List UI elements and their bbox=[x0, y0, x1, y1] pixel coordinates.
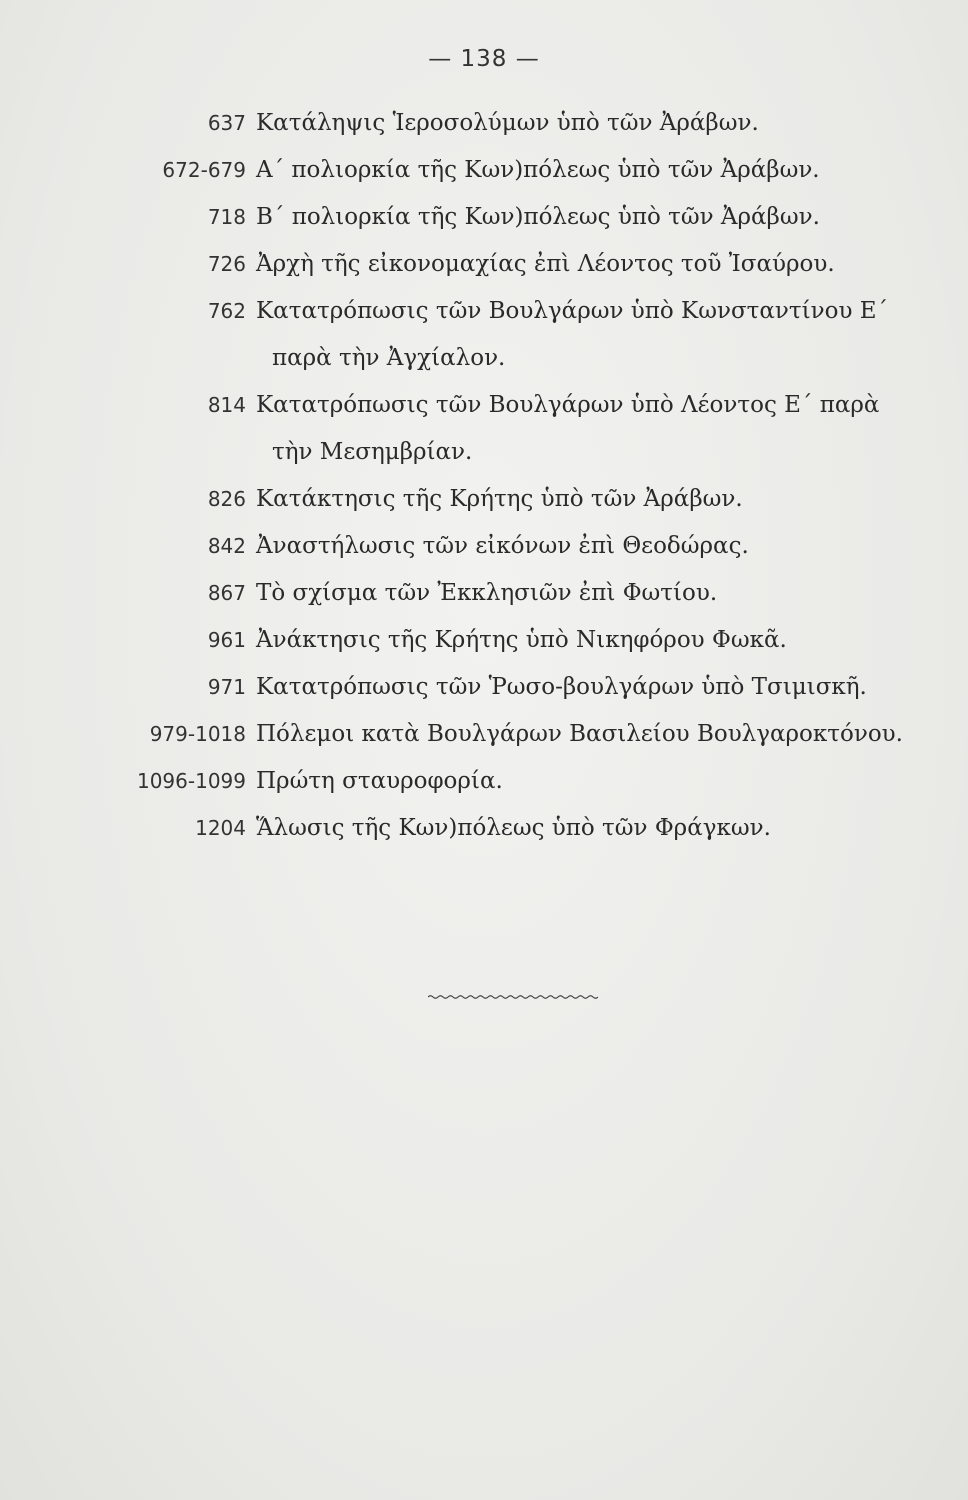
entry-text: Κατάκτησις τῆς Κρήτης ὑπὸ τῶν Ἀράβων. bbox=[256, 486, 743, 512]
entry-year: 979-1018 bbox=[149, 722, 246, 746]
entry-year: 762 bbox=[207, 299, 246, 323]
entry-text: Κατατρόπωσις τῶν Βουλγάρων ὑπὸ Κωνσταντίνου Ε΄ bbox=[256, 298, 889, 324]
entry-year: 1204 bbox=[195, 816, 246, 840]
chronology-entry bbox=[0, 758, 968, 805]
entry-year: 814 bbox=[207, 393, 246, 417]
page-number: — 138 — bbox=[428, 46, 540, 72]
chronology-entry bbox=[0, 476, 968, 523]
chronology-entry bbox=[0, 664, 968, 711]
chronology-entry bbox=[0, 241, 968, 288]
wavy-divider-ornament bbox=[428, 993, 598, 1001]
entry-text: Τὸ σχίσμα τῶν Ἐκκλησιῶν ἐπὶ Φωτίου. bbox=[256, 580, 718, 606]
entry-text: Ἀρχὴ τῆς εἰκονομαχίας ἐπὶ Λέοντος τοῦ Ἰσαύρου. bbox=[256, 251, 835, 277]
entry-text: τὴν Μεσημβρίαν. bbox=[272, 439, 473, 465]
chronology-entry bbox=[0, 194, 968, 241]
chronology-entry bbox=[0, 100, 968, 147]
chronology-entry-continuation bbox=[0, 335, 968, 382]
entry-text: Κατάληψις Ἱεροσολύμων ὑπὸ τῶν Ἀράβων. bbox=[256, 110, 759, 136]
entry-text: Ἅλωσις τῆς Κων)πόλεως ὑπὸ τῶν Φράγκων. bbox=[256, 815, 771, 841]
entry-year: 842 bbox=[207, 534, 246, 558]
entry-text: Α΄ πολιορκία τῆς Κων)πόλεως ὑπὸ τῶν Ἀράβων. bbox=[256, 157, 820, 183]
chronology-entry bbox=[0, 382, 968, 429]
entry-text: Κατατρόπωσις τῶν Βουλγάρων ὑπὸ Λέοντος Ε΄ παρὰ bbox=[256, 392, 880, 418]
chronology-entry-continuation bbox=[0, 429, 968, 476]
chronology-entry bbox=[0, 288, 968, 335]
chronology-entry bbox=[0, 711, 968, 758]
entry-text: Ἀνάκτησις τῆς Κρήτης ὑπὸ Νικηφόρου Φωκᾶ. bbox=[256, 627, 787, 653]
chronology-entry bbox=[0, 805, 968, 852]
entry-year: 1096-1099 bbox=[136, 769, 246, 793]
chronology-entry bbox=[0, 147, 968, 194]
entry-year: 718 bbox=[207, 205, 246, 229]
entry-text: Β΄ πολιορκία τῆς Κων)πόλεως ὑπὸ τῶν Ἀράβων. bbox=[256, 204, 820, 230]
entry-text: Πρώτη σταυροφορία. bbox=[256, 768, 503, 794]
chronology-entry bbox=[0, 617, 968, 664]
entry-year: 672-679 bbox=[162, 158, 246, 182]
chronology-list bbox=[0, 100, 968, 852]
entry-text: Πόλεμοι κατὰ Βουλγάρων Βασιλείου Βουλγαροκτόνου. bbox=[256, 721, 903, 747]
entry-year: 826 bbox=[207, 487, 246, 511]
chronology-entry bbox=[0, 570, 968, 617]
entry-year: 637 bbox=[207, 111, 246, 135]
entry-text: παρὰ τὴν Ἀγχίαλον. bbox=[272, 345, 506, 371]
entry-year: 726 bbox=[207, 252, 246, 276]
entry-year: 961 bbox=[207, 628, 246, 652]
entry-year: 971 bbox=[207, 675, 246, 699]
entry-year: 867 bbox=[207, 581, 246, 605]
chronology-entry bbox=[0, 523, 968, 570]
entry-text: Ἀναστήλωσις τῶν εἰκόνων ἐπὶ Θεοδώρας. bbox=[256, 533, 749, 559]
entry-text: Κατατρόπωσις τῶν Ῥωσο-βουλγάρων ὑπὸ Τσιμισκῆ. bbox=[256, 674, 867, 700]
